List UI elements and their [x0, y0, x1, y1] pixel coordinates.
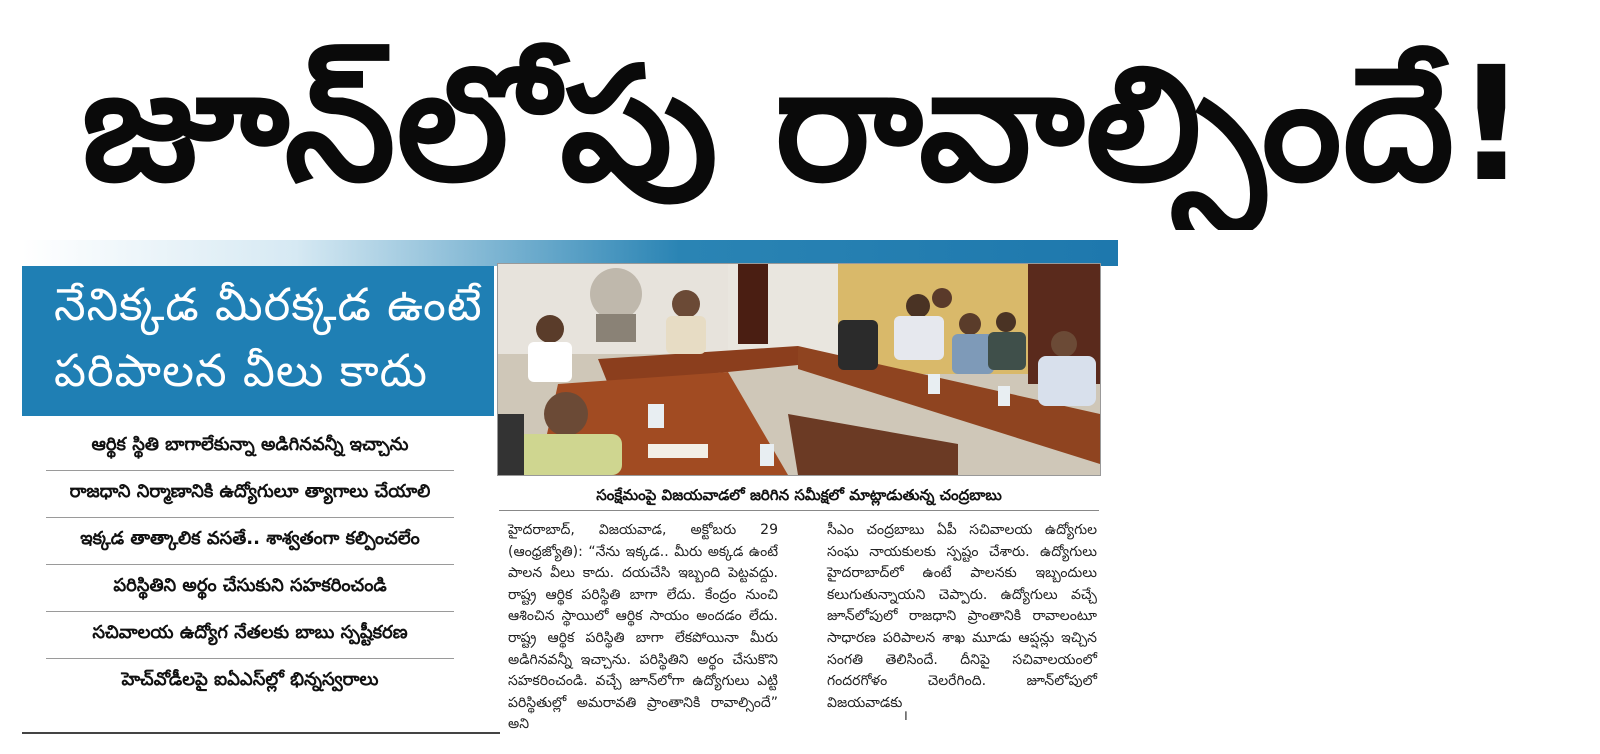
highlight-item: ఆర్థిక స్థితి బాగాలేకున్నా అడిగినవన్నీ ఇచ్చాను — [46, 424, 454, 471]
continuation-mark: ౹ — [904, 708, 908, 724]
highlight-item: ఇక్కడ తాత్కాలిక వసతే.. శాశ్వతంగా కల్పించలేం — [46, 518, 454, 565]
deck-line-1: నేనిక్కడ మీరక్కడ ఉంటే — [54, 278, 483, 331]
highlight-item: పరిస్థితిని అర్థం చేసుకుని సహకరించండి — [46, 565, 454, 612]
highlight-item: సచివాలయ ఉద్యోగ నేతలకు బాబు స్పష్టీకరణ — [46, 612, 454, 659]
highlights-list — [22, 424, 478, 705]
deck-box — [22, 266, 494, 416]
meeting-photo-image — [498, 264, 1100, 475]
deck-line-2: పరిపాలన వీలు కాదు — [54, 344, 429, 397]
highlight-item: రాజధాని నిర్మాణానికి ఉద్యోగులూ త్యాగాలు చేయాలి — [46, 471, 454, 518]
headline: జూన్‌లోపు రావాల్సిందే! — [81, 33, 1529, 217]
bottom-rule — [22, 732, 500, 734]
highlight-item: హెచ్‌వోడీలపై ఐఏఎస్‌ల్లో భిన్నస్వరాలు — [121, 669, 379, 690]
meeting-photo — [497, 263, 1101, 476]
photo-caption: సంక్షేమంపై విజయవాడలో జరిగిన సమీక్షలో మాట్లాడుతున్న చంద్రబాబు — [499, 480, 1099, 511]
article-column-1: హైదరాబాద్, విజయవాడ, అక్టోబరు 29 (ఆంధ్రజ్యోతి): “నేను ఇక్కడ.. మీరు అక్కడ ఉంటే పాలన వీలు కాదు. దయచేసి ఇబ్బంది పెట్టవద్దు. రాష్ట్ర ఆర్థిక పరిస్థితి బాగా లేదు. కేంద్రం నుంచి ఆశించిన స్థాయిలో ఆర్థిక సాయం అందడం లేదు. రాష్ట్ర ఆర్థిక పరిస్థితి బాగా లేకపోయినా మీరు అడిగినవన్నీ ఇచ్చాను. పరిస్థితిని అర్థం చేసుకొని సహకరించండి. వచ్చే జూన్‌లోగా ఉద్యోగులు ఎట్టి పరిస్థితుల్లో అమరావతి ప్రాంతానికి రావాల్సిందే” అని — [508, 522, 778, 733]
article-column-2: సీఎం చంద్రబాబు ఏపీ సచివాలయ ఉద్యోగుల సంఘ నాయకులకు స్పష్టం చేశారు. ఉద్యోగులు హైదరాబాద్‌లో ఉంటే పాలనకు ఇబ్బందులు కలుగుతున్నాయని చెప్పారు. ఉద్యోగులు వచ్చే జూన్‌లోపులో రాజధాని ప్రాంతానికి రావాలంటూ సాధారణ పరిపాలన శాఖ మూడు ఆప్షన్లు ఇచ్చిన సంగతి తెలిసిందే. దీనిపై సచివాలయంలో గందరగోళం చెలరేగింది. జూన్‌లోపులో విజయవాడకు — [827, 522, 1097, 711]
